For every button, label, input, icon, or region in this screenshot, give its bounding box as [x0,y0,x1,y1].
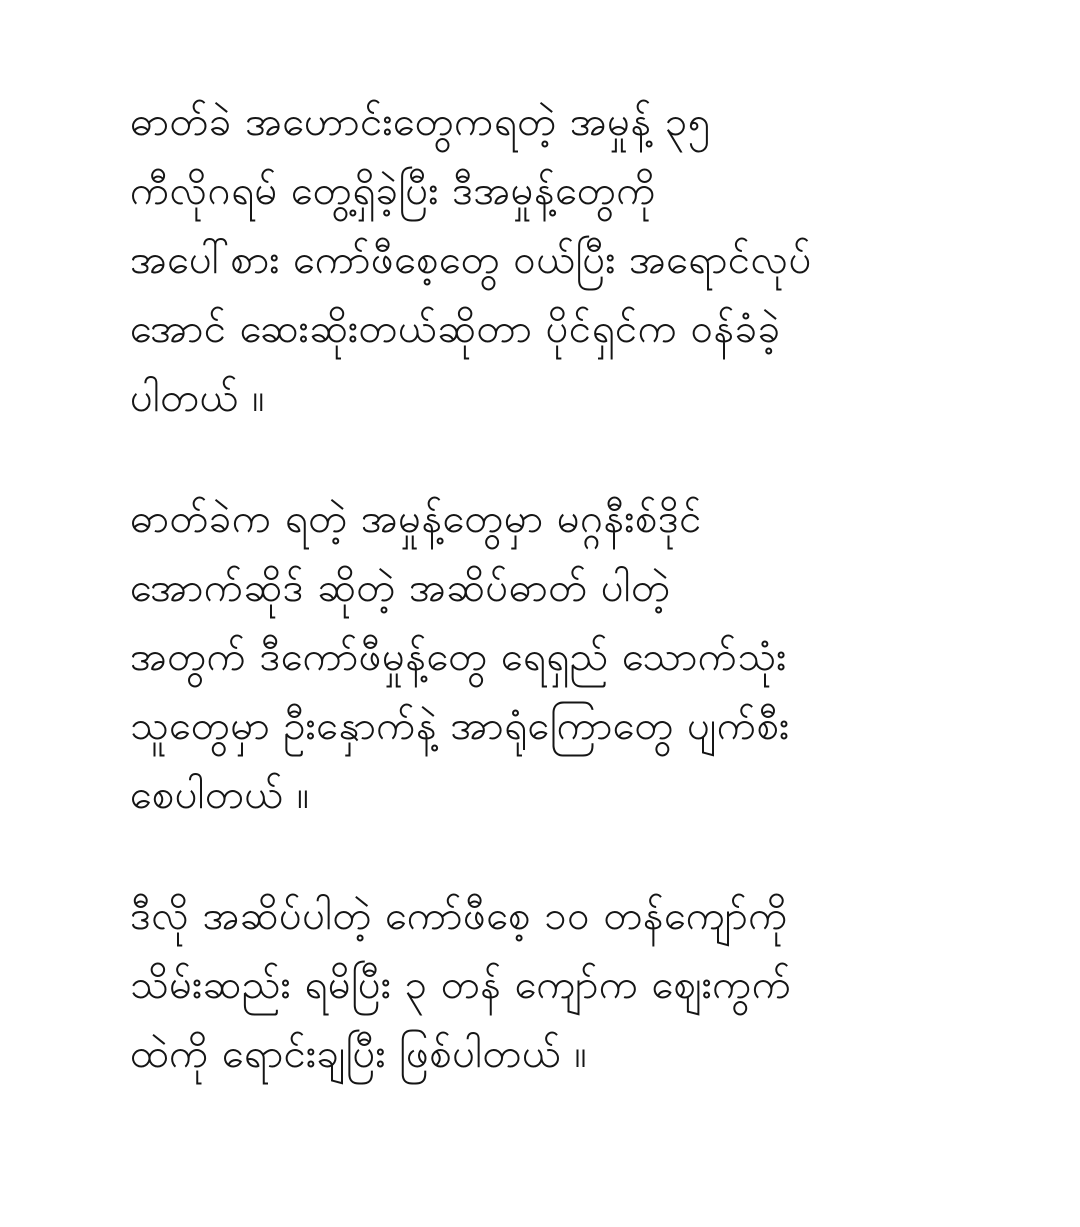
text-line: အောက်ဆိုဒ် ဆိုတဲ့ အဆိပ်ဓာတ် ပါတဲ့ [130,565,671,611]
text-line: စေပါတယ် ။ [130,772,310,818]
text-line: ဓာတ်ခဲက ရတဲ့ အမှုန့်တွေမှာ မဂ္ဂနီးစ်ဒိုင် [130,496,702,542]
text-line: အပေါ်စား ကော်ဖီစေ့တွေ ဝယ်ပြီး အရောင်လုပ် [130,237,812,283]
text-line: ကီလိုဂရမ် တွေ့ရှိခဲ့ပြီး ဒီအမှုန့်တွေကို [130,168,656,214]
text-line: ဒီလို အဆိပ်ပါတဲ့ ကော်ဖီစေ့ ၁၀ တန်ကျော်ကို [130,893,788,939]
article-text [130,88,1010,1227]
paragraph-2 [130,485,1010,830]
text-line: သူတွေမှာ ဦးနှောက်နဲ့ အာရုံကြောတွေ ပျက်စီး [130,703,790,749]
text-line: အတွက် ဒီကော်ဖီမှုန့်တွေ ရေရှည် သောက်သုံး [130,634,787,680]
text-line: ထဲကို ရောင်းချပြီး ဖြစ်ပါတယ် ။ [130,1031,588,1077]
paragraph-1 [130,88,1010,433]
text-line: အောင် ဆေးဆိုးတယ်ဆိုတာ ပိုင်ရှင်က ဝန်ခံခဲ့ [130,306,781,352]
paragraph-3 [130,882,1010,1227]
text-line: သိမ်းဆည်း ရမိပြီး ၃ တန် ကျော်က ဈေးကွက် [130,962,792,1008]
text-line: ပါတယ် ။ [130,375,265,421]
text-line: ဓာတ်ခဲ အဟောင်းတွေကရတဲ့ အမှုန့် ၃၅ [130,99,711,145]
